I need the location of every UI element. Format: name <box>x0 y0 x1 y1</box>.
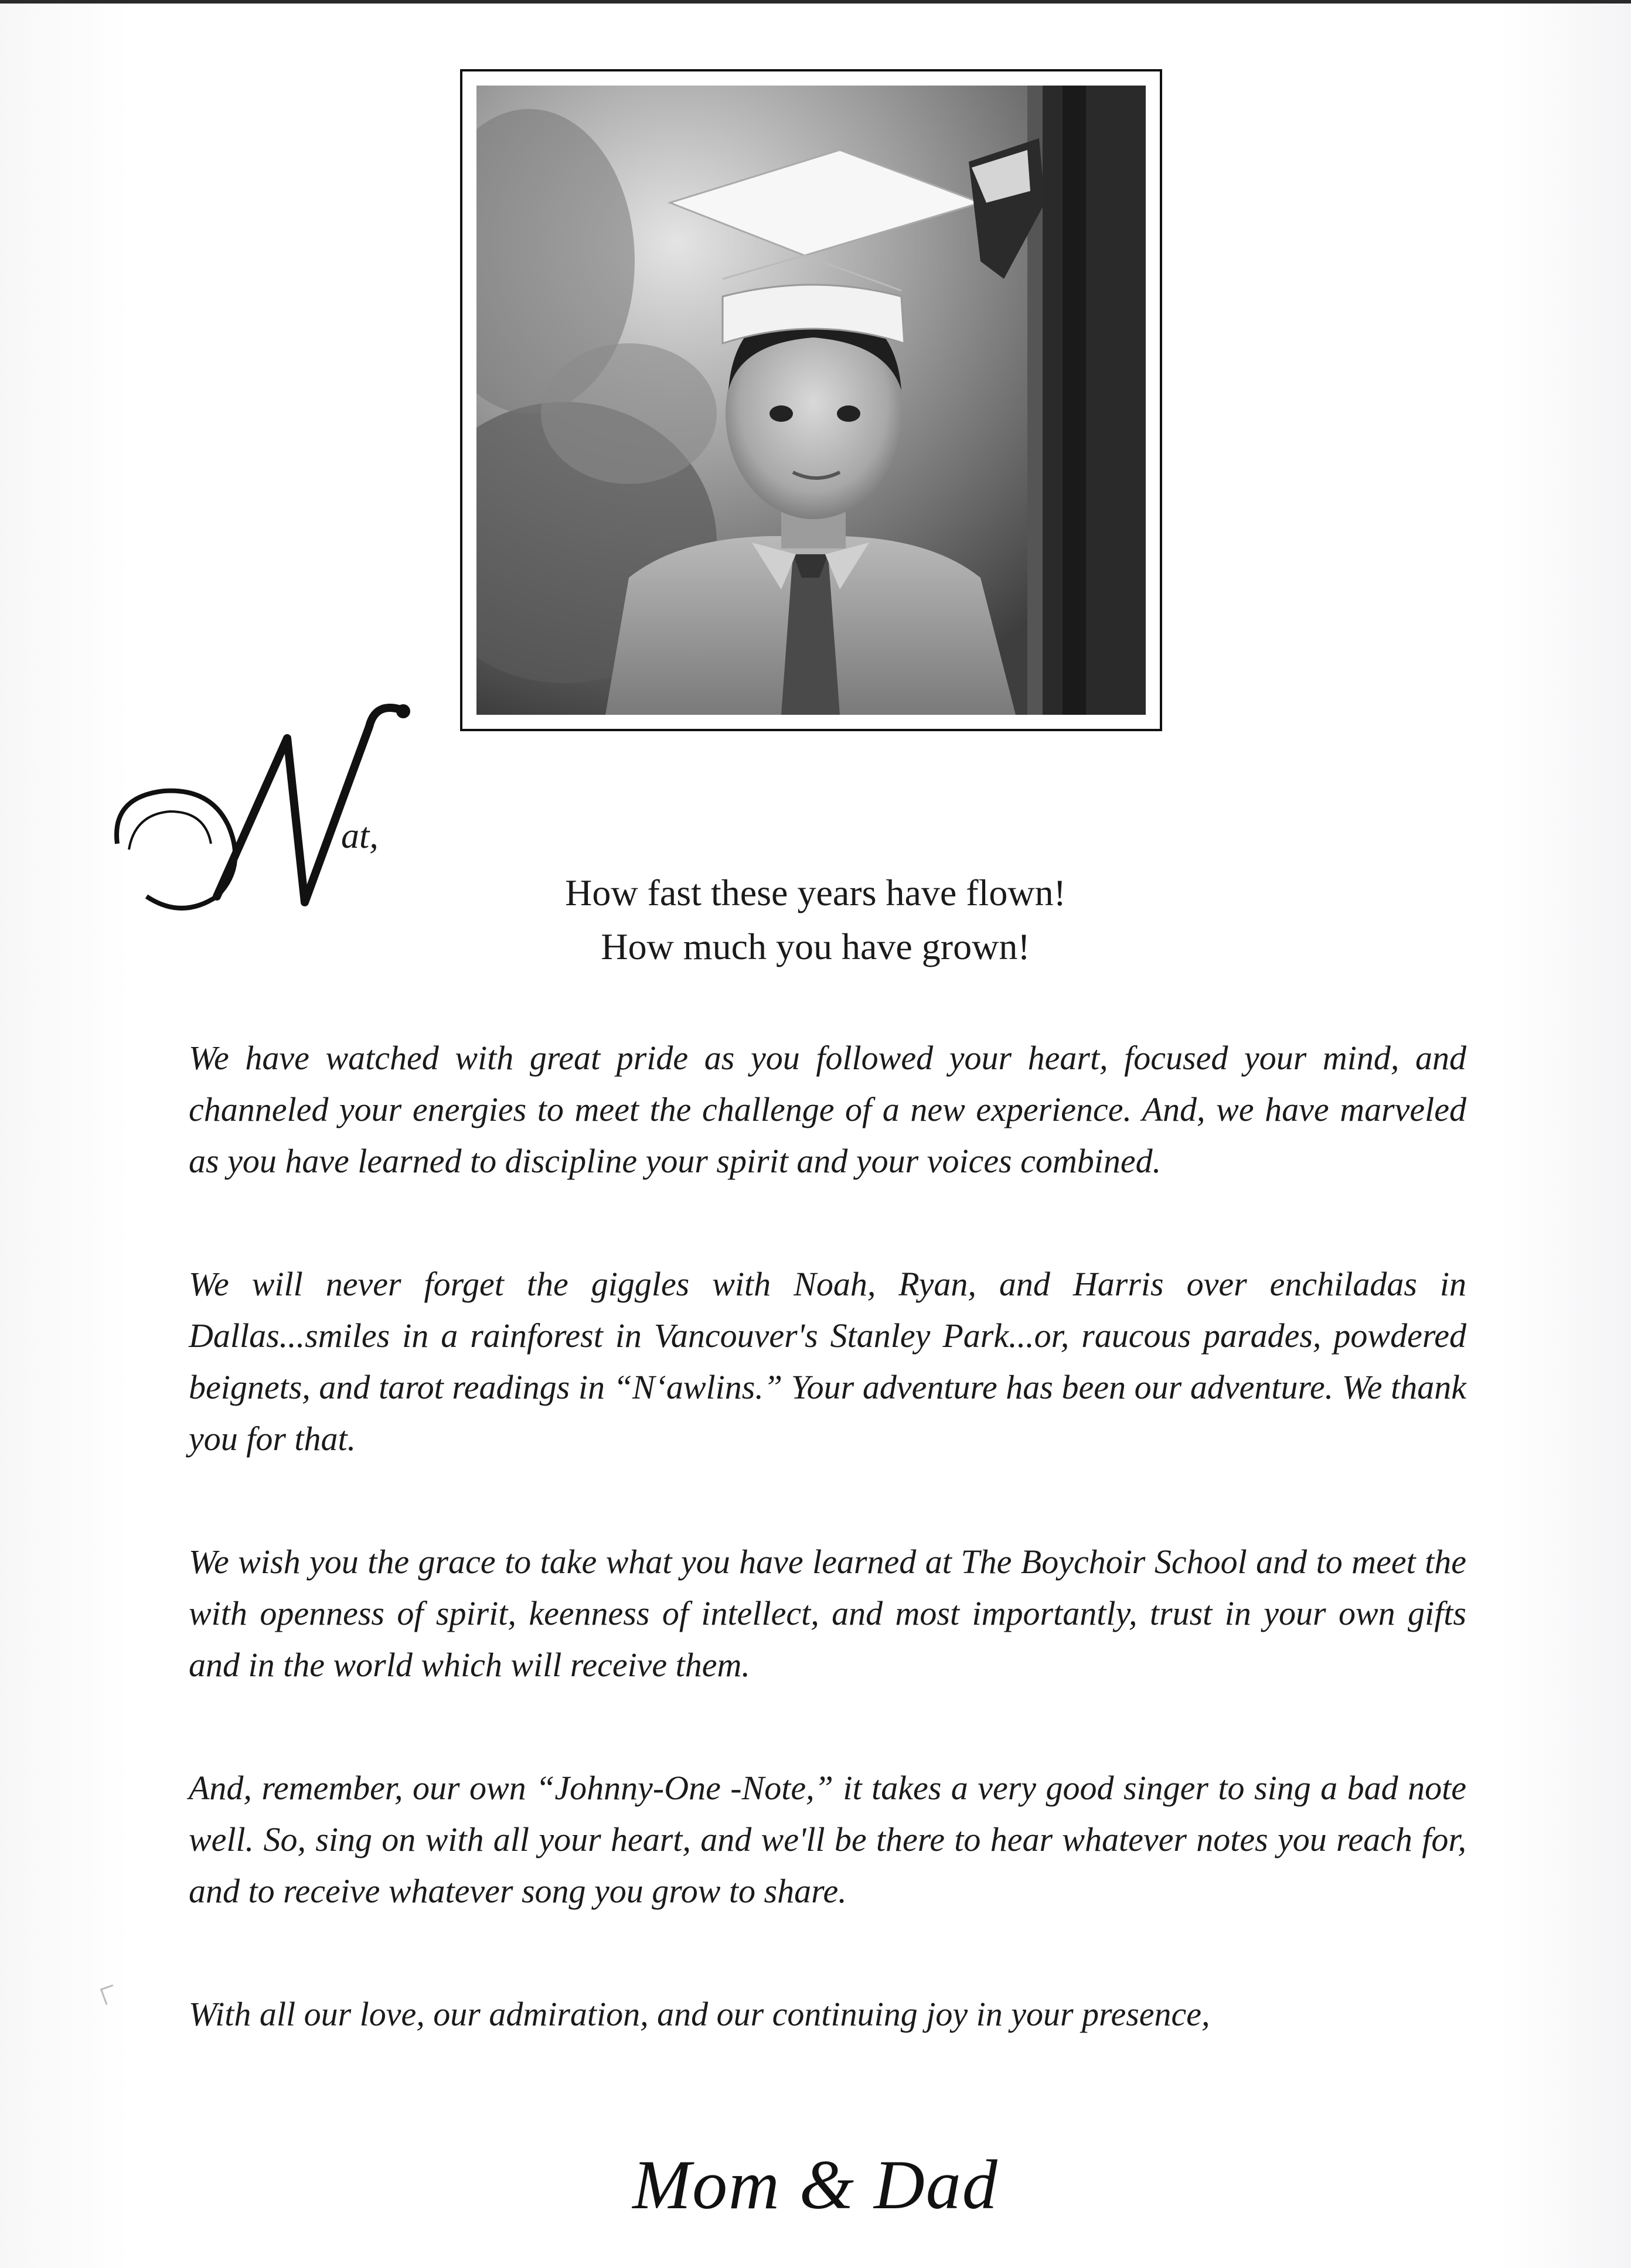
photo-frame <box>460 69 1162 731</box>
paragraph-1: We have watched with great pride as you followed your heart, focused your mind, and channeled your energies to meet the challenge of a new experience. And, we have marveled as you have learned to discipline your spirit and your voices combined. <box>189 1039 1466 1180</box>
poem-line-1: How fast these years have flown! <box>565 872 1066 913</box>
bleed-through-ghost <box>1201 656 1612 703</box>
signature: Mom & Dad <box>632 2146 999 2223</box>
paragraph-5: With all our love, our admiration, and our continuing joy in your presence, <box>189 1995 1210 2033</box>
salutation-rest: at, <box>341 816 379 856</box>
letter-body <box>189 1032 1466 2112</box>
paragraph-4: And, remember, our own “Johnny-One -Note,” it takes a very good singer to sing a bad note well. So, sing on with all your heart, and we'll be there to hear whatever notes you reach for, and to receive whatever song you grow to share. <box>189 1769 1466 1910</box>
graduation-photo <box>476 86 1146 715</box>
boy-in-paper-graduation-cap-icon <box>476 86 1146 715</box>
poem-line-2: How much you have grown! <box>601 926 1030 967</box>
paragraph-3: We wish you the grace to take what you have learned at The Boychoir School and to meet the with openness of spirit, keenness of intellect, and most importantly, trust in your own gifts and in the world which will receive them. <box>189 1543 1466 1684</box>
margin-mark <box>100 1984 119 2005</box>
top-edge-rule <box>0 0 1631 4</box>
paragraph-2: We will never forget the giggles with Noah, Ryan, and Harris over enchiladas in Dallas...smiles in a rainforest in Vancouver's Stanley Park...or, raucous parades, powdered beignets, and tarot readings in “N‘awlins.” Your adventure has been our adventure. We thank you for that. <box>189 1265 1466 1458</box>
opening-couplet <box>0 866 1631 974</box>
